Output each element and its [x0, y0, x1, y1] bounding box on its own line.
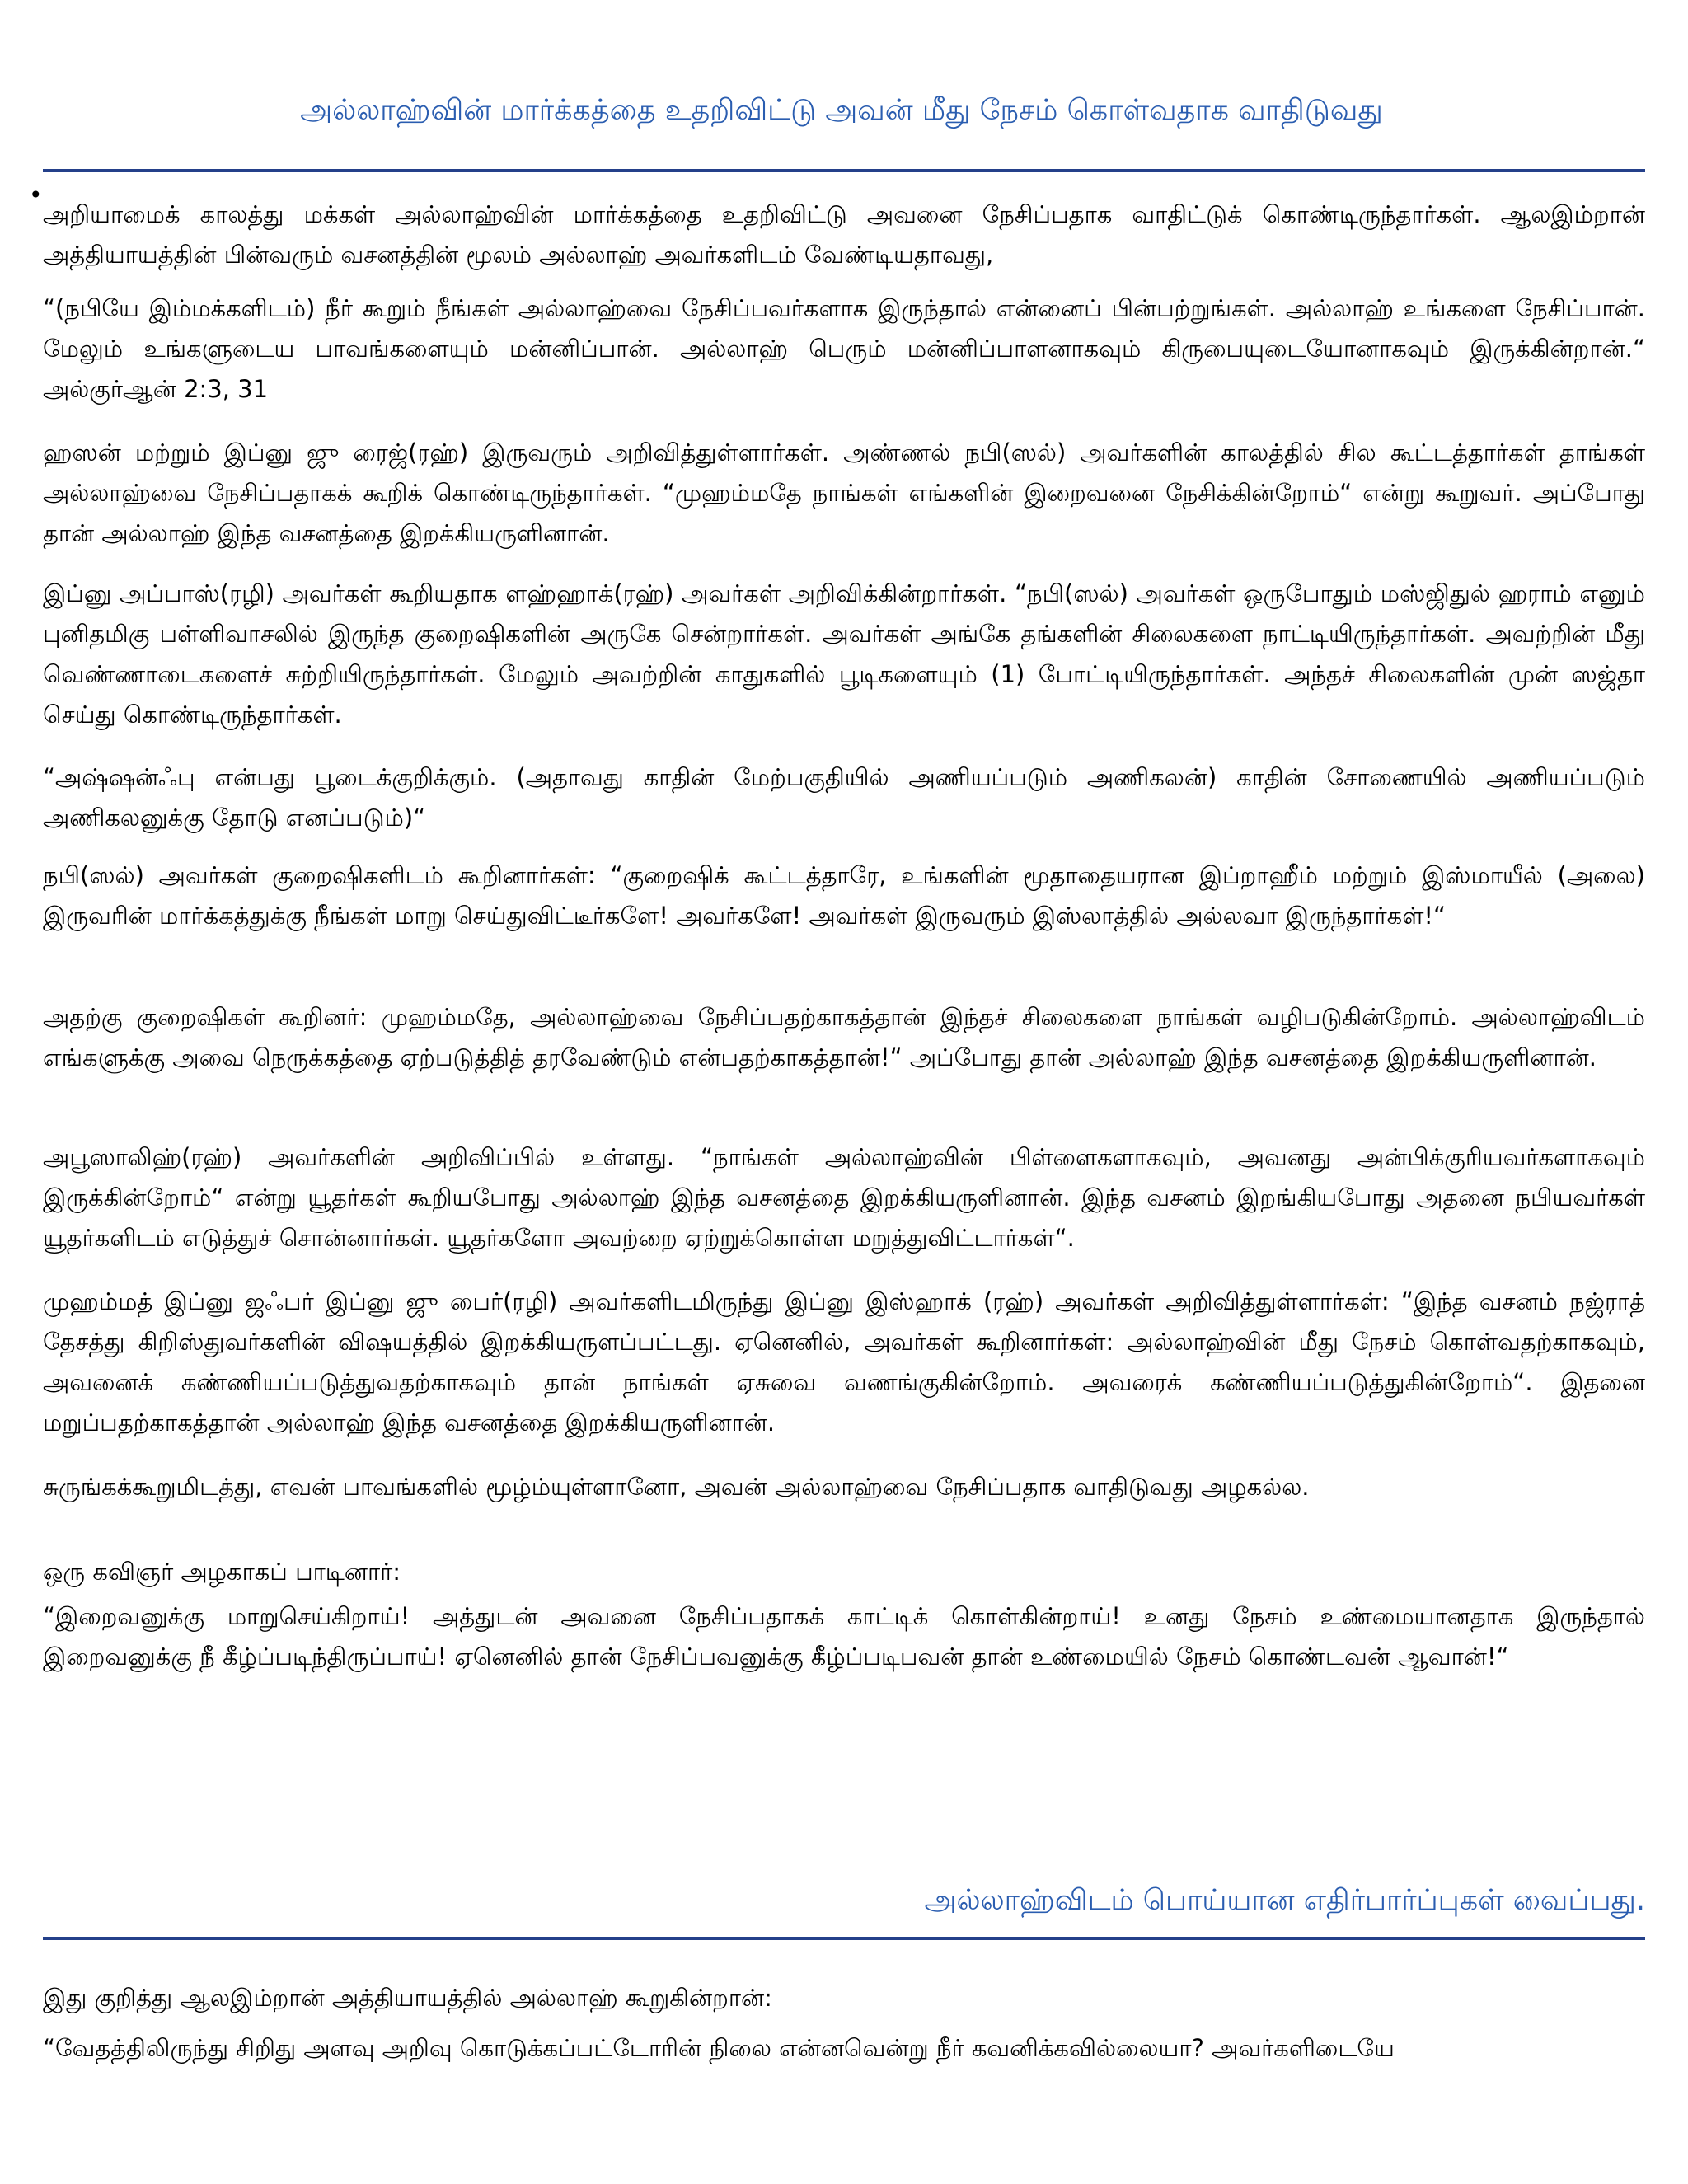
- footnote-paragraph: “அஷ்ஷன்ஃபு என்பது பூடைக்குறிக்கும். (அதாவது காதின் மேற்பகுதியில் அணியப்படும் அணிகலன்) காதின் சோணையில் அணியப்படும் அணிகலனுக்கு தோடு எனப்படும்)“: [43, 763, 1645, 832]
- paragraph: ஒரு கவிஞர் அழகாகப் பாடினார்:: [43, 1558, 401, 1586]
- paragraph: அதற்கு குறைஷிகள் கூறினர்: முஹம்மதே, அல்லாஹ்வை நேசிப்பதற்காகத்தான் இந்தச் சிலைகளை நாங்கள் வழிபடுகின்றோம். அல்லாஹ்விடம் எங்களுக்கு அவை நெருக்கத்தை ஏற்படுத்தித் தரவேண்டும் என்பதற்காகத்தான்!“ அப்போது தான் அல்லாஹ் இந்த வசனத்தை இறக்கியருளினான்.: [43, 1003, 1645, 1071]
- paragraph: அறியாமைக் காலத்து மக்கள் அல்லாஹ்வின் மார்க்கத்தை உதறிவிட்டு அவனை நேசிப்பதாக வாதிட்டுக் கொண்டிருந்தார்கள். ஆலஇம்றான் அத்தியாயத்தின் பின்வரும் வசனத்தின் மூலம் அல்லாஹ் அவர்களிடம் வேண்டியதாவது,: [43, 200, 1645, 269]
- paragraph: நபி(ஸல்) அவர்கள் குறைஷிகளிடம் கூறினார்கள்: “குறைஷிக் கூட்டத்தாரே, உங்களின் மூதாதையரான இப்றாஹீம் மற்றும் இஸ்மாயீல் (அலை) இருவரின் மார்க்கத்துக்கு நீங்கள் மாறு செய்துவிட்டீர்களே! அவர்களே! அவர்கள் இருவரும் இஸ்லாத்தில் அல்லவா இருந்தார்கள்!“: [43, 861, 1645, 930]
- paragraph: முஹம்மத் இப்னு ஜஃபர் இப்னு ஜு பைர்(ரழி) அவர்களிடமிருந்து இப்னு இஸ்ஹாக் (ரஹ்) அவர்கள் அறிவித்துள்ளார்கள்: “இந்த வசனம் நஜ்ராத் தேசத்து கிறிஸ்துவர்களின் விஷயத்தில் இறக்கியருளப்பட்டது. ஏனெனில், அவர்கள் கூறினார்கள்: அல்லாஹ்வின் மீது நேசம் கொள்வதற்காகவும், அவனைக் கண்ணியப்படுத்துவதற்காகவும் தான் நாங்கள் ஏசுவை வணங்குகின்றோம். அவரைக் கண்ணியப்படுத்துகின்றோம்“. இதனை மறுப்பதற்காகத்தான் அல்லாஹ் இந்த வசனத்தை இறக்கியருளினான்.: [43, 1287, 1645, 1436]
- heading-rule: [43, 169, 1645, 172]
- paragraph: ஹஸன் மற்றும் இப்னு ஜு ரைஜ்(ரஹ்) இருவரும் அறிவித்துள்ளார்கள். அண்ணல் நபி(ஸல்) அவர்களின் காலத்தில் சில கூட்டத்தார்கள் தாங்கள் அல்லாஹ்வை நேசிப்பதாகக் கூறிக் கொண்டிருந்தார்கள். “முஹம்மதே நாங்கள் எங்களின் இறைவனை நேசிக்கின்றோம்“ என்று கூறுவர். அப்போது தான் அல்லாஹ் இந்த வசனத்தை இறக்கியருளினான்.: [43, 438, 1645, 547]
- paragraph: இது குறித்து ஆலஇம்றான் அத்தியாயத்தில் அல்லாஹ் கூறுகின்றான்:: [43, 1984, 772, 2012]
- heading-rule: [43, 1937, 1645, 1940]
- section-heading: அல்லாஹ்விடம் பொய்யான எதிர்பார்ப்புகள் வைப்பது.: [924, 1884, 1645, 1917]
- section-heading: அல்லாஹ்வின் மார்க்கத்தை உதறிவிட்டு அவன் மீது நேசம் கொள்வதாக வாதிடுவது: [300, 94, 1383, 127]
- bullet-dot: •: [29, 181, 43, 209]
- poem-quote: “இறைவனுக்கு மாறுசெய்கிறாய்! அத்துடன் அவனை நேசிப்பதாகக் காட்டிக் கொள்கின்றாய்! உனது நேசம் உண்மையானதாக இருந்தால் இறைவனுக்கு நீ கீழ்ப்படிந்திருப்பாய்! ஏனெனில் தான் நேசிப்பவனுக்கு கீழ்ப்படிபவன் தான் உண்மையில் நேசம் கொண்டவன் ஆவான்!“: [43, 1602, 1645, 1671]
- paragraph: சுருங்கக்கூறுமிடத்து, எவன் பாவங்களில் மூழ்ம்யுள்ளானோ, அவன் அல்லாஹ்வை நேசிப்பதாக வாதிடுவது அழகல்ல.: [43, 1473, 1310, 1501]
- quran-quote: “(நபியே இம்மக்களிடம்) நீர் கூறும் நீங்கள் அல்லாஹ்வை நேசிப்பவர்களாக இருந்தால் என்னைப் பின்பற்றுங்கள். அல்லாஹ் உங்களை நேசிப்பான். மேலும் உங்களுடைய பாவங்களையும் மன்னிப்பான். அல்லாஹ் பெரும் மன்னிப்பாளனாகவும் கிருபையுடையோனாகவும் இருக்கின்றான்.“ அல்குர்ஆன் 2:3, 31: [43, 294, 1645, 403]
- quran-quote: “வேதத்திலிருந்து சிறிது அளவு அறிவு கொடுக்கப்பட்டோரின் நிலை என்னவென்று நீர் கவனிக்கவில்லையா? அவர்களிடையே: [43, 2034, 1395, 2062]
- paragraph: இப்னு அப்பாஸ்(ரழி) அவர்கள் கூறியதாக ளஹ்ஹாக்(ரஹ்) அவர்கள் அறிவிக்கின்றார்கள். “நபி(ஸல்) அவர்கள் ஒருபோதும் மஸ்ஜிதுல் ஹராம் எனும் புனிதமிகு பள்ளிவாசலில் இருந்த குறைஷிகளின் அருகே சென்றார்கள். அவர்கள் அங்கே தங்களின் சிலைகளை நாட்டியிருந்தார்கள். அவற்றின் மீது வெண்ணாடைகளைச் சுற்றியிருந்தார்கள். மேலும் அவற்றின் காதுகளில் பூடிகளையும் (1) போட்டியிருந்தார்கள். அந்தச் சிலைகளின் முன் ஸஜ்தா செய்து கொண்டிருந்தார்கள்.: [43, 579, 1645, 729]
- paragraph: அபூஸாலிஹ்(ரஹ்) அவர்களின் அறிவிப்பில் உள்ளது. “நாங்கள் அல்லாஹ்வின் பிள்ளைகளாகவும், அவனது அன்பிக்குரியவர்களாகவும் இருக்கின்றோம்“ என்று யூதர்கள் கூறியபோது அல்லாஹ் இந்த வசனத்தை இறக்கியருளினான். இந்த வசனம் இறங்கியபோது அதனை நபியவர்கள் யூதர்களிடம் எடுத்துச் சொன்னார்கள். யூதர்களோ அவற்றை ஏற்றுக்கொள்ள மறுத்துவிட்டார்கள்“.: [43, 1143, 1645, 1252]
